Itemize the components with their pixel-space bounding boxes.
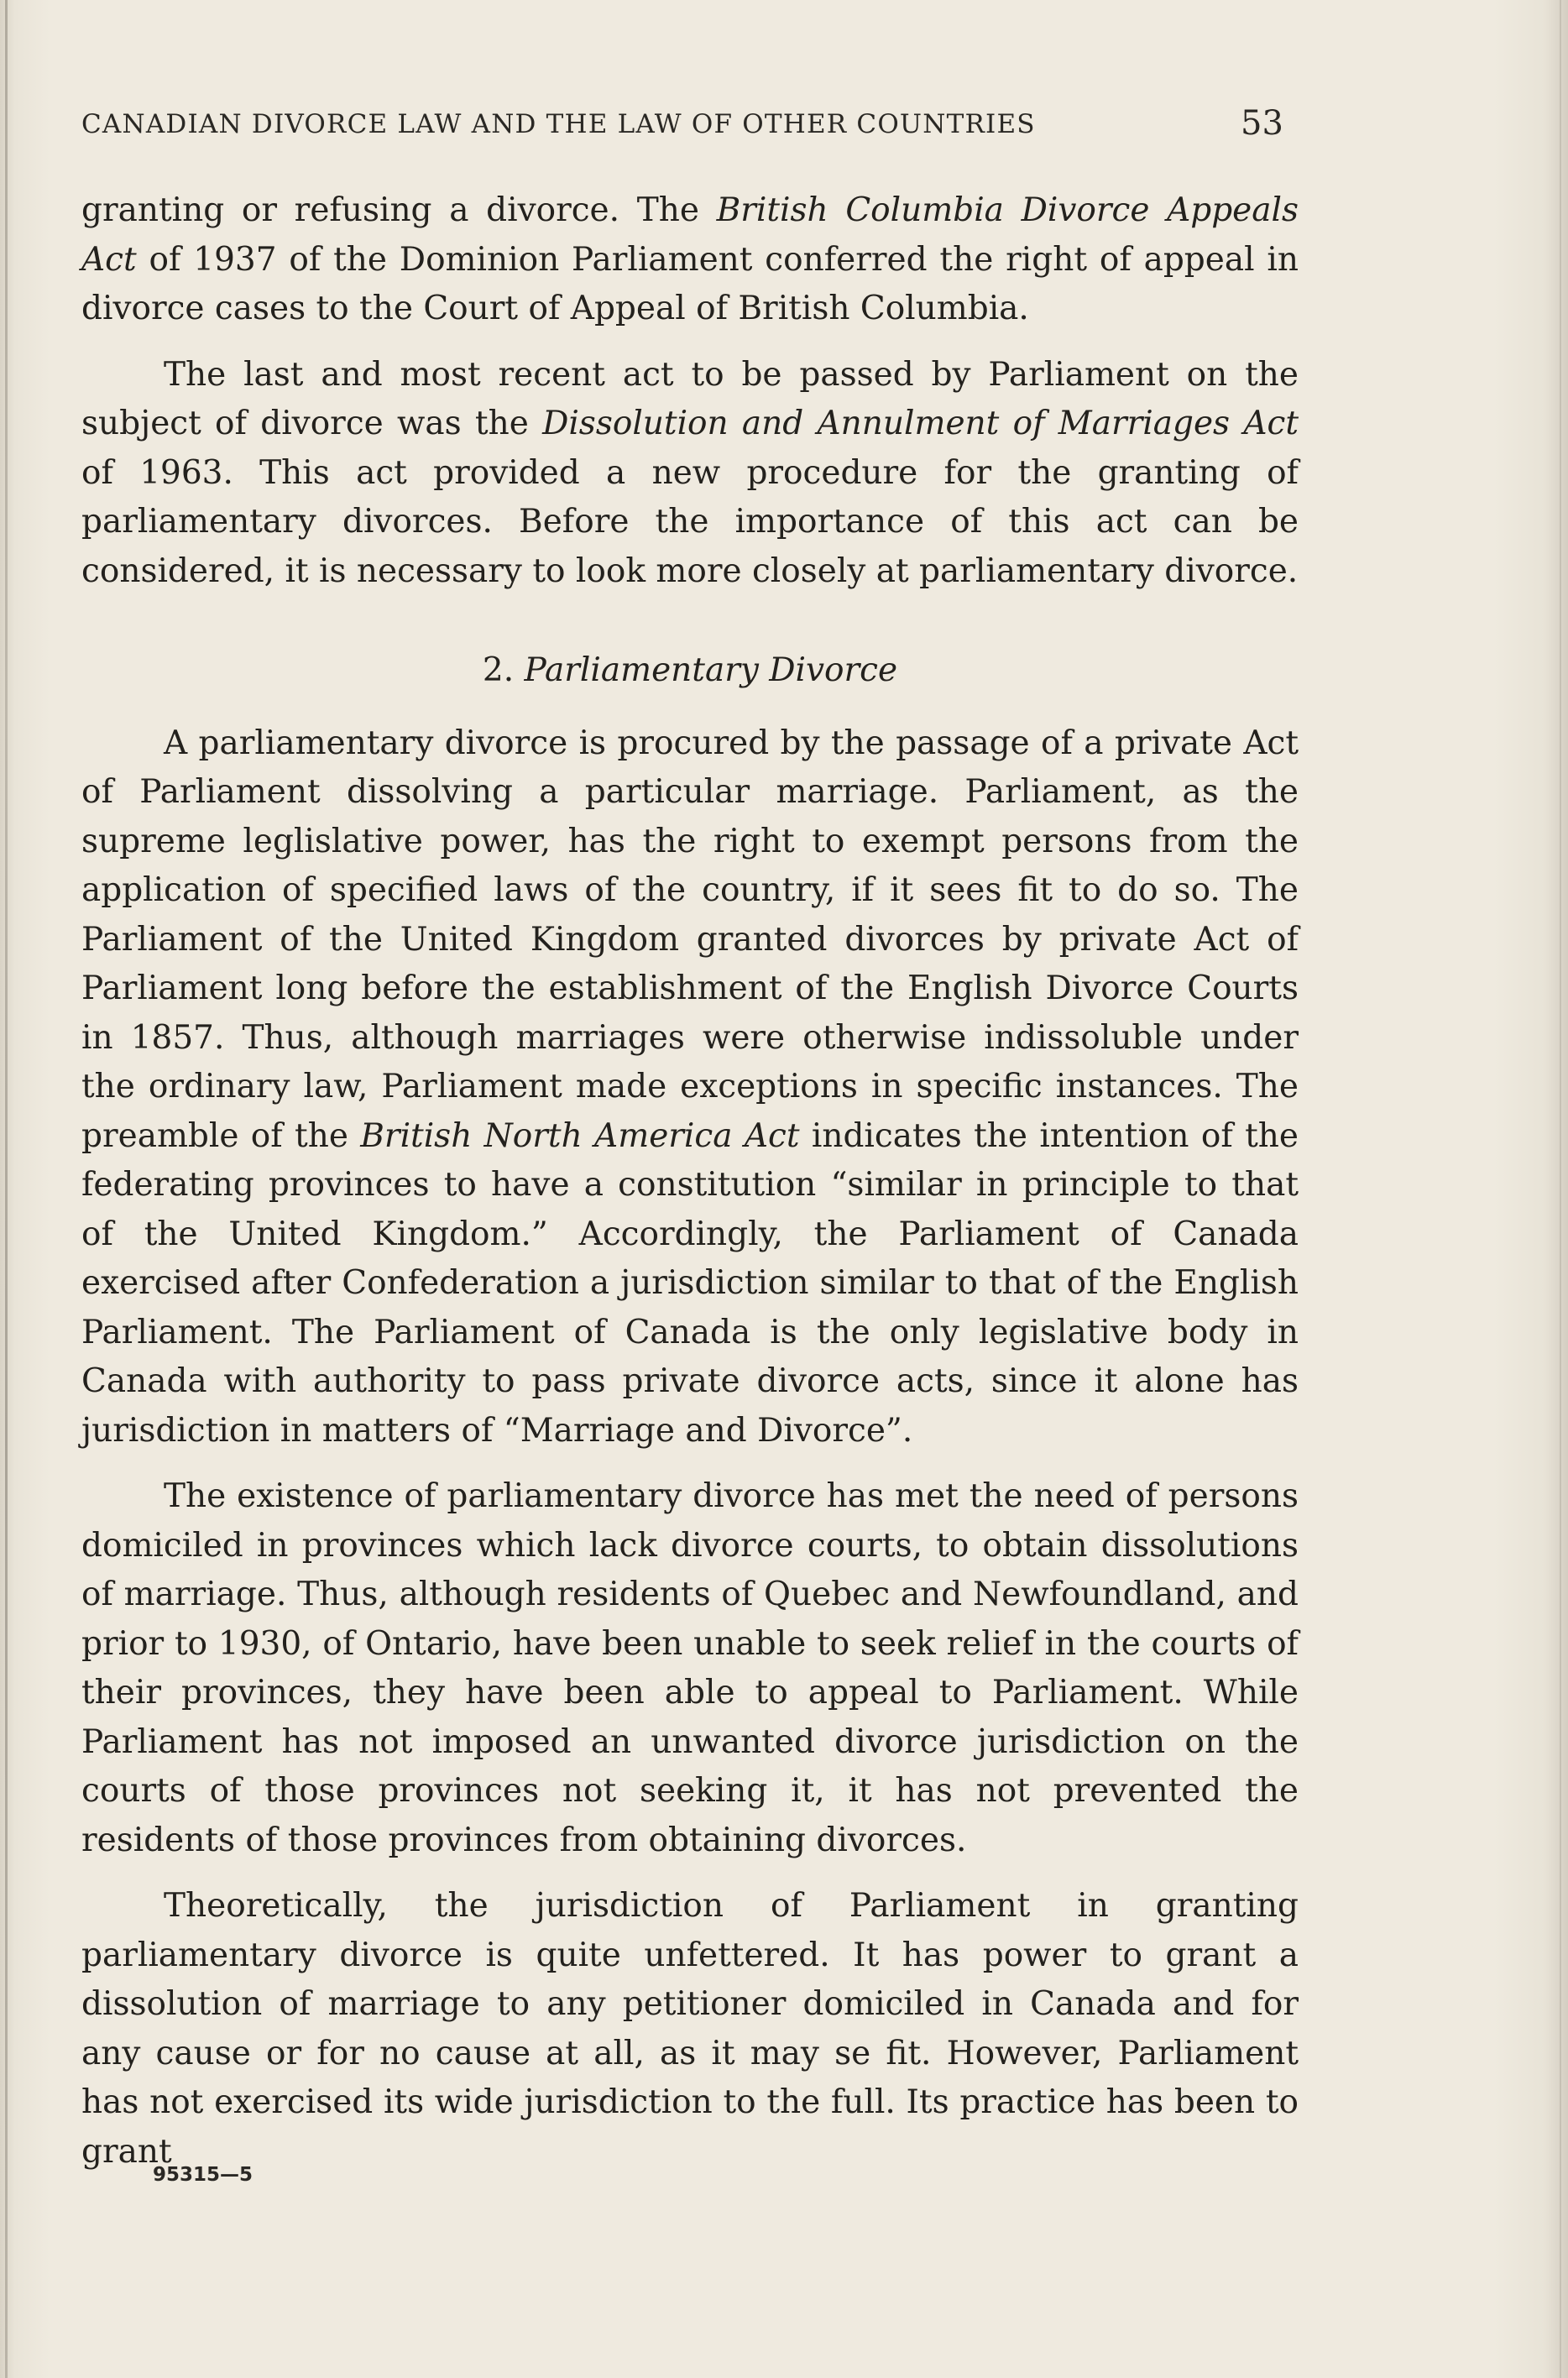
- paragraph: [81, 719, 1299, 1456]
- act-title: British North America Act: [360, 1116, 800, 1155]
- page-spine-shadow: [5, 0, 8, 2378]
- text-run: A parliamentary divorce is procured by the passage of a private Act of Parliament dissolving a particular marriage. Parliament, as the supreme leglislative power, has the right to exempt persons from the application of specified laws of the country, if it sees fit to do so. The Parliament of the United Kingdom granted divorces by private Act of Parliament long before the establishment of the English Divorce Courts in 1857. Thus, although marriages were otherwise indissoluble under the ordinary law, Parliament made exceptions in specific instances. The preamble of the: [81, 724, 1299, 1155]
- text-run: granting or refusing a divorce. The: [81, 191, 717, 229]
- page-edge: [1560, 0, 1561, 2378]
- section-heading: [81, 646, 1299, 696]
- page-number: 53: [1241, 104, 1283, 143]
- text-run: of 1963. This act provided a new procedure for the granting of parliamentary divorces. Before the importance of this act can be considered, it is necessary to look more closely at parliamentary divorce.: [81, 453, 1299, 590]
- section-number: 2.: [482, 651, 515, 689]
- text-run: indicates the intention of the federating provinces to have a constitution “similar in principle to that of the United Kingdom.” Accordingly, the Parliament of Canada exercised after Confederation a jurisdiction similar to that of the English Parliament. The Parliament of Canada is the only legislative body in Canada with authority to pass private divorce acts, since it alone has jurisdiction in matters of “Marriage and Divorce”.: [81, 1116, 1299, 1450]
- text-run: of 1937 of the Dominion Parliament conferred the right of appeal in divorce cases to the Court of Appeal of British Columbia.: [81, 240, 1299, 327]
- body-text: [81, 186, 1299, 2177]
- paragraph: [81, 186, 1299, 334]
- running-head: CANADIAN DIVORCE LAW AND THE LAW OF OTHER COUNTRIES: [81, 109, 1036, 139]
- text-run: The last and most recent act to be passed by Parliament on the subject of divorce was the: [81, 355, 1299, 442]
- act-title: British Columbia Divorce Appeals Act: [81, 191, 1299, 279]
- paragraph: The existence of parliamentary divorce has met the need of persons domiciled in provinces which lack divorce courts, to obtain dissolutions of marriage. Thus, although residents of Quebec and Newfoundland, and prior to 1930, of Ontario, have been unable to seek relief in the courts of their provinces, they have been able to appeal to Parliament. While Parliament has not imposed an unwanted divorce jurisdiction on the courts of those provinces not seeking it, it has not prevented the residents of those provinces from obtaining divorces.: [81, 1477, 1299, 1859]
- paragraph: [81, 351, 1299, 597]
- section-title: Parliamentary Divorce: [524, 651, 898, 689]
- act-title: Dissolution and Annulment of Marriages Act: [542, 405, 1299, 442]
- printer-code: 95315—5: [153, 2164, 253, 2186]
- paragraph: Theoretically, the jurisdiction of Parliament in granting parliamentary divorce is quite unfettered. It has power to grant a dissolution of marriage to any petitioner domiciled in Canada and for any cause or for no cause at all, as it may se fit. However, Parliament has not exercised its wide jurisdiction to the full. Its practice has been to grant: [81, 1887, 1299, 2171]
